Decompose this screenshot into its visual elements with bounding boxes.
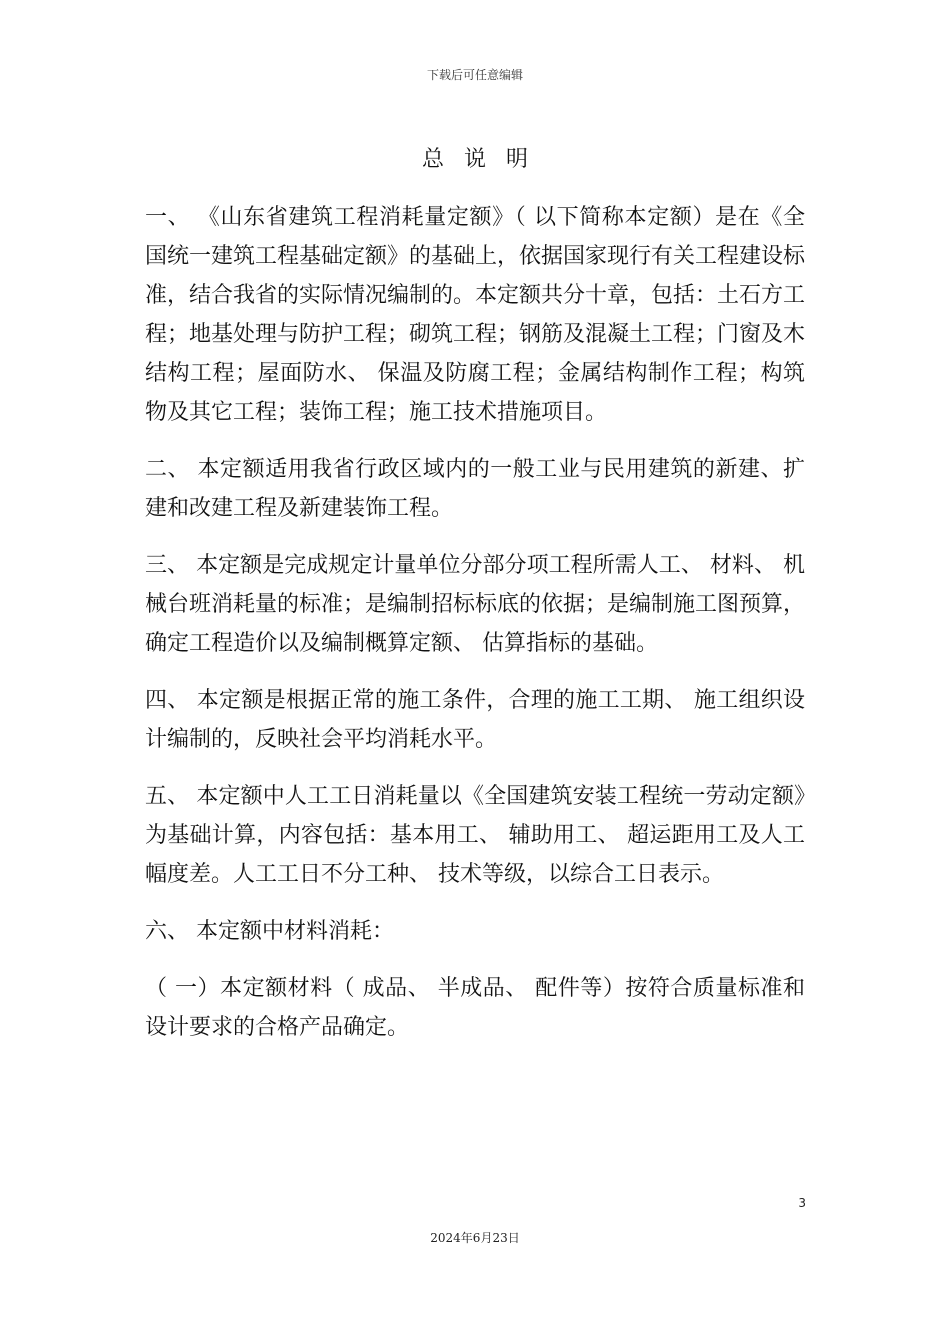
page-number: 3 <box>798 1196 806 1210</box>
page-title: 总说明 <box>421 147 548 172</box>
paragraph-7: （ 一）本定额材料（ 成品、 半成品、 配件等）按符合质量标准和设计要求的合格产品确定。 <box>145 976 805 1040</box>
paragraph-2: 二、 本定额适用我省行政区域内的一般工业与民用建筑的新建、扩建和改建工程及新建装饰工程。 <box>145 457 805 521</box>
header-note: 下载后可任意编辑 <box>426 68 523 82</box>
paragraph-5: 五、 本定额中人工工日消耗量以《全国建筑安装工程统一劳动定额》为基础计算，内容包括：基本用工、 辅助用工、 超运距用工及人工幅度差。人工工日不分工种、 技术等级，以综合工日表示。 <box>145 784 805 887</box>
paragraph-4: 四、 本定额是根据正常的施工条件，合理的施工工期、 施工组织设计编制的，反映社会平均消耗水平。 <box>145 688 805 752</box>
paragraph-6: 六、 本定额中材料消耗： <box>145 919 394 944</box>
paragraph-3: 三、 本定额是完成规定计量单位分部分项工程所需人工、 材料、 机械台班消耗量的标准；是编制招标标底的依据；是编制施工图预算，确定工程造价以及编制概算定额、 估算指标的基础。 <box>145 553 806 656</box>
document-body <box>145 198 805 1065</box>
paragraph-1: 一、 《山东省建筑工程消耗量定额》（ 以下简称本定额）是在《全国统一建筑工程基础定额》的基础上，依据国家现行有关工程建设标准，结合我省的实际情况编制的。本定额共分十章，包括：土石方工程；地基处理与防护工程；砌筑工程；钢筋及混凝土工程；门窗及木结构工程；屋面防水、 保温及防腐工程；金属结构制作工程；构筑物及其它工程；装饰工程；施工技术措施项目。 <box>145 205 806 425</box>
footer-date: 2024年6月23日 <box>430 1231 520 1245</box>
